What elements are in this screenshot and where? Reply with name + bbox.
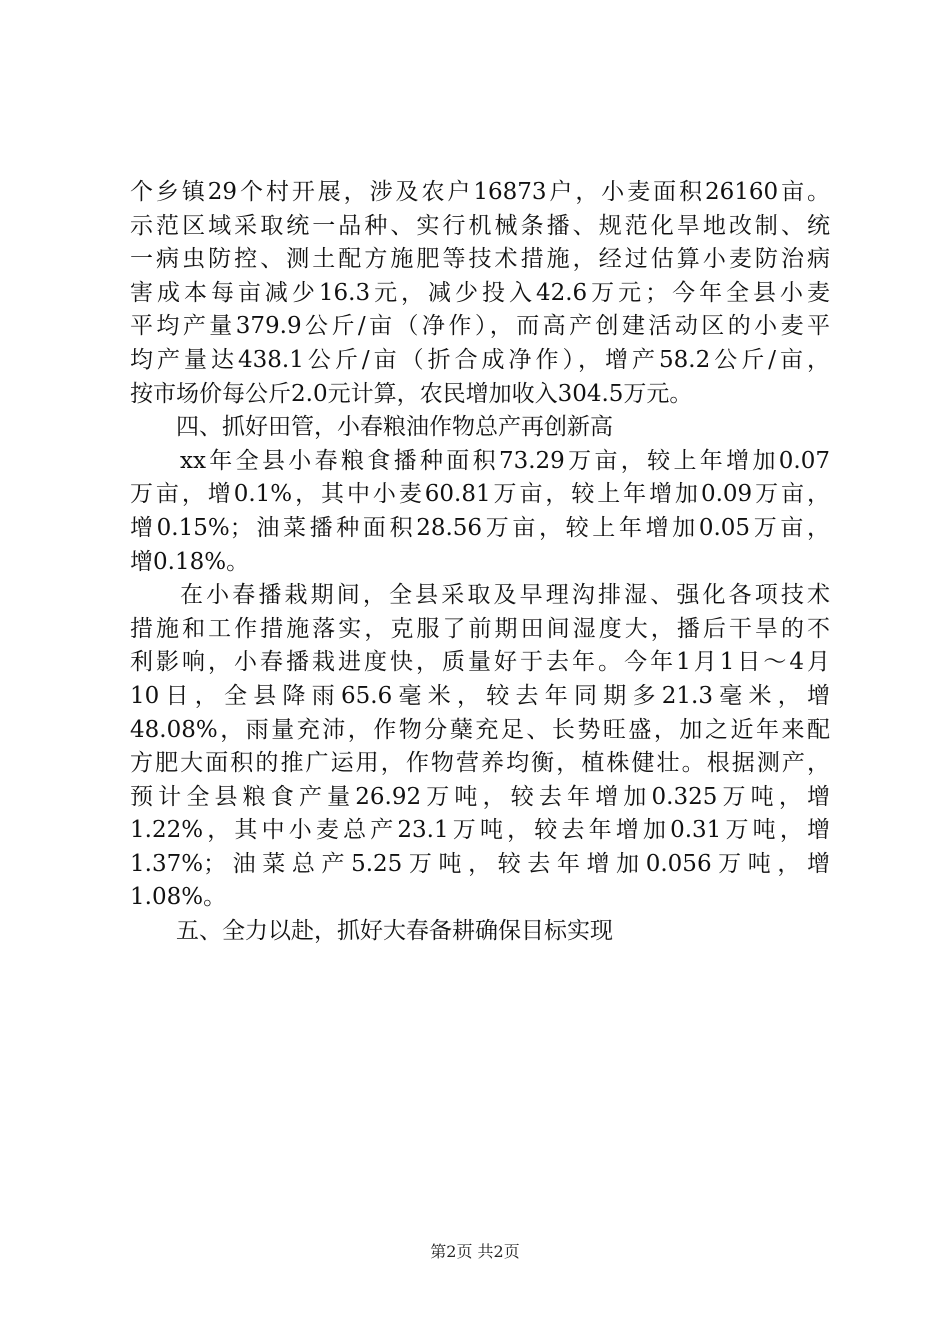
- text-line: 均产量达438.1公斤/亩（折合成净作），增产58.2公斤/亩，: [130, 346, 830, 373]
- text-line: 在小春播栽期间，全县采取及早理沟排湿、强化各项技术: [180, 582, 830, 609]
- text-line: 措施和工作措施落实，克服了前期田间湿度大，播后干旱的不: [130, 615, 830, 642]
- text-line: 1.22%，其中小麦总产23.1万吨，较去年增加0.31万吨，增: [130, 817, 830, 844]
- text-line: 10日，全县降雨65.6毫米，较去年同期多21.3毫米，增: [130, 682, 830, 709]
- text-line: 示范区域采取统一品种、实行机械条播、规范化旱地改制、统: [130, 212, 830, 239]
- text-line: 增0.18%。: [130, 548, 250, 575]
- text-line: 预计全县粮食产量26.92万吨，较去年增加0.325万吨，增: [130, 783, 830, 810]
- section-heading: 五、全力以赴，抓好大春备耕确保目标实现: [176, 918, 613, 945]
- text-line: xx年全县小春粮食播种面积73.29万亩，较上年增加0.07: [180, 447, 830, 474]
- body-text: [130, 176, 830, 949]
- page-footer: 第2页 共2页: [430, 1242, 520, 1261]
- text-line: 按市场价每公斤2.0元计算，农民增加收入304.5万元。: [130, 380, 693, 407]
- text-line: 害成本每亩减少16.3元，减少投入42.6万元；今年全县小麦: [130, 279, 830, 306]
- text-line: 万亩，增0.1%，其中小麦60.81万亩，较上年增加0.09万亩，: [130, 481, 830, 508]
- text-line: 1.37%；油菜总产5.25万吨，较去年增加0.056万吨，增: [130, 850, 830, 877]
- text-line: 48.08%，雨量充沛，作物分蘖充足、长势旺盛，加之近年来配: [130, 716, 830, 743]
- text-line: 一病虫防控、测土配方施肥等技术措施，经过估算小麦防治病: [130, 246, 830, 273]
- text-line: 平均产量379.9公斤/亩（净作），而高产创建活动区的小麦平: [130, 313, 830, 340]
- text-line: 1.08%。: [130, 884, 227, 911]
- text-line: 个乡镇29个村开展，涉及农户16873户，小麦面积26160亩。: [130, 179, 830, 205]
- text-line: 方肥大面积的推广运用，作物营养均衡，植株健壮。根据测产，: [130, 750, 830, 777]
- section-heading: 四、抓好田管，小春粮油作物总产再创新高: [176, 414, 613, 441]
- text-line: 利影响，小春播栽进度快，质量好于去年。今年1月1日～4月: [130, 649, 830, 676]
- text-line: 增0.15%；油菜播种面积28.56万亩，较上年增加0.05万亩，: [130, 514, 830, 541]
